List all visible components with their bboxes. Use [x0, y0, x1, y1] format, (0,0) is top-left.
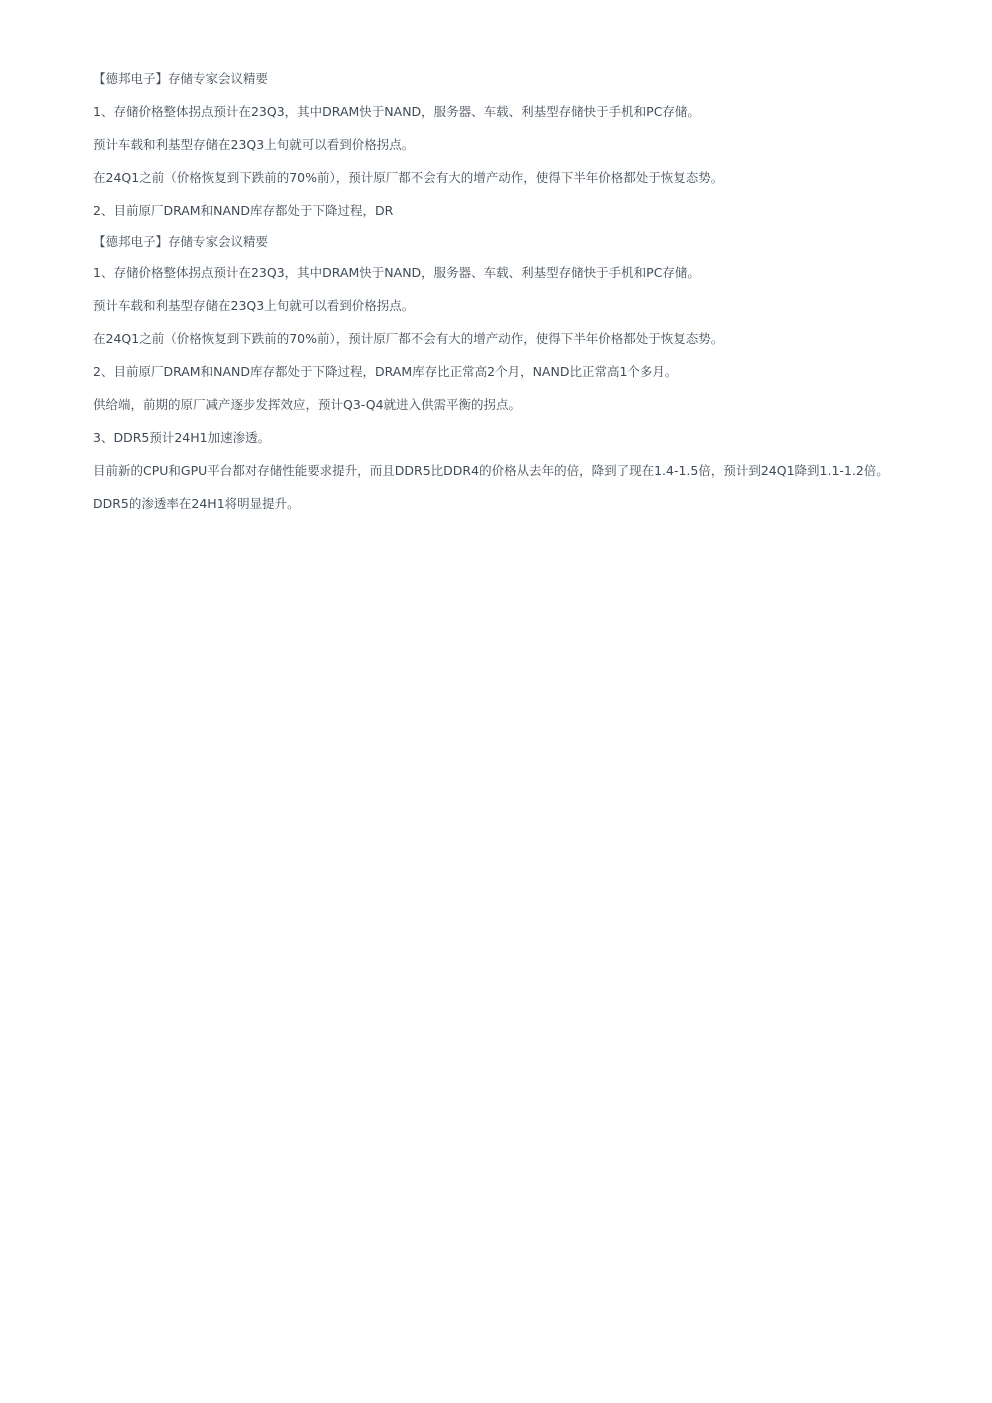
paragraph-truncated: 2、目前原厂DRAM和NAND库存都处于下降过程，DR	[93, 203, 394, 218]
paragraph: 预计车载和利基型存储在23Q3上旬就可以看到价格拐点。	[93, 137, 415, 152]
paragraph: 3、DDR5预计24H1加速渗透。	[93, 430, 271, 445]
paragraph: 1、存储价格整体拐点预计在23Q3，其中DRAM快于NAND，服务器、车载、利基型存储快于手机和PC存储。	[93, 265, 700, 280]
paragraph: 供给端，前期的原厂减产逐步发挥效应，预计Q3-Q4就进入供需平衡的拐点。	[93, 397, 522, 412]
paragraph: 1、存储价格整体拐点预计在23Q3，其中DRAM快于NAND，服务器、车载、利基型存储快于手机和PC存储。	[93, 104, 700, 119]
paragraph: DDR5的渗透率在24H1将明显提升。	[93, 496, 300, 511]
paragraph: 在24Q1之前（价格恢复到下跌前的70%前），预计原厂都不会有大的增产动作，使得下半年价格都处于恢复态势。	[93, 331, 724, 346]
paragraph: 目前新的CPU和GPU平台都对存储性能要求提升，而且DDR5比DDR4的价格从去年的倍，降到了现在1.4-1.5倍，预计到24Q1降到1.1-1.2倍。	[93, 463, 889, 478]
document-title: 【德邦电子】存储专家会议精要	[93, 71, 269, 86]
paragraph: 2、目前原厂DRAM和NAND库存都处于下降过程，DRAM库存比正常高2个月，NAND比正常高1个多月。	[93, 364, 678, 379]
paragraph: 在24Q1之前（价格恢复到下跌前的70%前），预计原厂都不会有大的增产动作，使得下半年价格都处于恢复态势。	[93, 170, 724, 185]
document-title-repeat: 【德邦电子】存储专家会议精要	[93, 234, 269, 249]
document-body	[93, 70, 973, 513]
paragraph: 预计车载和利基型存储在23Q3上旬就可以看到价格拐点。	[93, 298, 415, 313]
